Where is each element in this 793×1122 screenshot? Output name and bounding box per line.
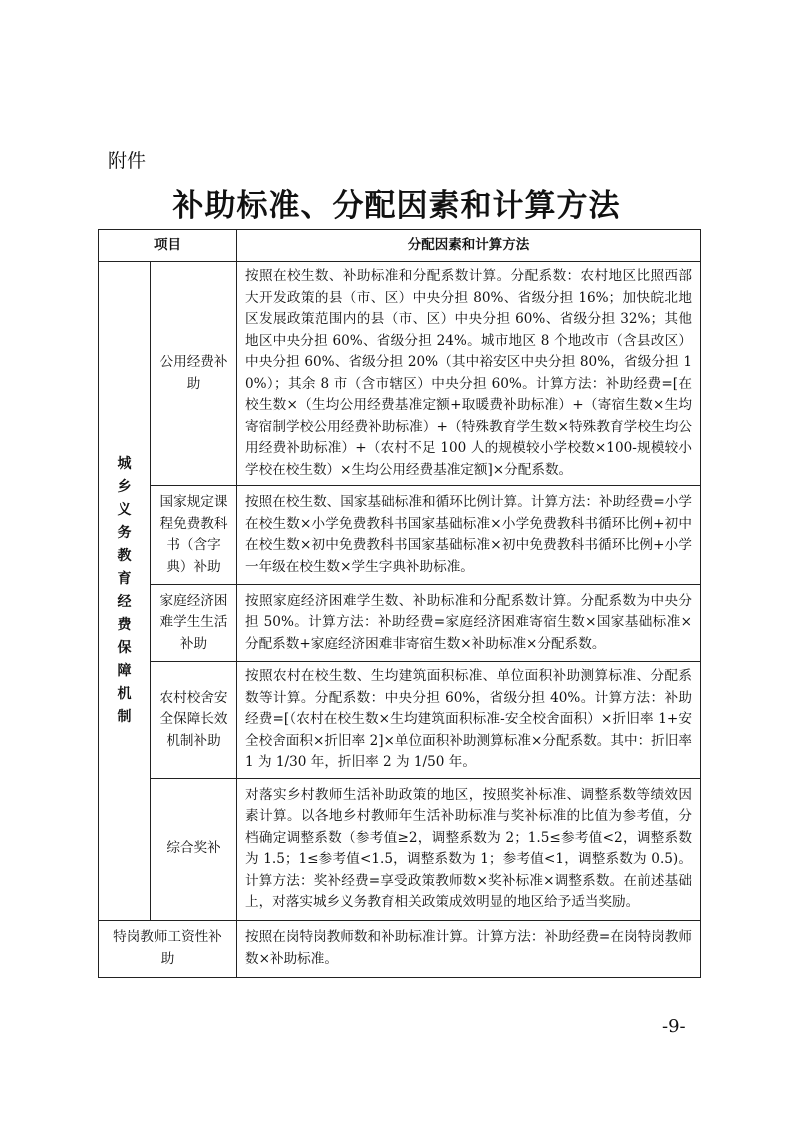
table-row — [99, 486, 701, 585]
category-label: 城乡义务教育经费保障机制 — [117, 455, 132, 725]
table-row — [99, 778, 701, 920]
method-cell: 对落实乡村教师生活补助政策的地区，按照奖补标准、调整系数等绩效因素计算。以各地乡村教师年生活补助标准与奖补标准的比值为参考值，分档确定调整系数（参考值≥2，调整系数为 2；1.5≤参考值<2，调整系数为 1.5；1≤参考值<1.5，调整系数为 1；参考值<1，调整系数为 0.5)。计算方法：奖补经费=享受政策教师数×奖补标准×调整系数。在前述基础上，对落实城乡义务教育相关政策成效明显的地区给予适当奖励。 — [237, 778, 701, 920]
header-item: 项目 — [99, 230, 237, 262]
method-cell: 按照在校生数、补助标准和分配系数计算。分配系数：农村地区比照西部大开发政策的县（市、区）中央分担 80%、省级分担 16%；加快皖北地区发展政策范围内的县（市、区）中央分担 60%、省级分担 32%；其他地区中央分担 60%、省级分担 24%。城市地区 8 个地改市（含县改区）中央分担 60%、省级分担 20%（其中裕安区中央分担 80%，省级分担 10%）；其余 8 市（含市辖区）中央分担 60%。计算方法：补助经费=[在校生数×（生均公用经费基准定额+取暖费补助标准）+（寄宿生数×生均寄宿制学校公用经费补助标准）+（特殊教育学生数×特殊教育学校生均公用经费补助标准）+（农村不足 100 人的规模较小学校数×100-规模较小学校在校生数）×生均公用经费基准定额]×分配系数。 — [237, 262, 701, 486]
item-cell: 特岗教师工资性补助 — [99, 920, 237, 977]
item-cell: 综合奖补 — [151, 778, 237, 920]
allocation-table — [98, 229, 701, 978]
table-row — [99, 262, 701, 486]
document-title: 补助标准、分配因素和计算方法 — [172, 188, 621, 224]
method-cell: 按照在校生数、国家基础标准和循环比例计算。计算方法：补助经费=小学在校生数×小学免费教科书国家基础标准×小学免费教科书循环比例+初中在校生数×初中免费教科书国家基础标准×初中免费教科书循环比例+小学一年级在校生数×学生字典补助标准。 — [237, 486, 701, 585]
table-row — [99, 662, 701, 779]
method-cell: 按照在岗特岗教师数和补助标准计算。计算方法：补助经费=在岗特岗教师数×补助标准。 — [237, 920, 701, 977]
attachment-label: 附件 — [108, 150, 147, 172]
table-row — [99, 920, 701, 977]
item-cell: 公用经费补助 — [151, 262, 237, 486]
item-cell: 农村校舍安全保障长效机制补助 — [151, 662, 237, 779]
item-cell: 国家规定课程免费教科书（含字典）补助 — [151, 486, 237, 585]
page-number: -9- — [662, 1016, 686, 1037]
method-cell: 按照家庭经济困难学生数、补助标准和分配系数计算。分配系数为中央分担 50%。计算方法：补助经费=家庭经济困难寄宿生数×国家基础标准×分配系数+家庭经济困难非寄宿生数×补助标准×分配系数。 — [237, 585, 701, 662]
table-header-row — [99, 230, 701, 262]
table-row — [99, 585, 701, 662]
method-cell: 按照农村在校生数、生均建筑面积标准、单位面积补助测算标准、分配系数等计算。分配系数：中央分担 60%，省级分担 40%。计算方法：补助经费=[（农村在校生数×生均建筑面积标准-安全校舍面积）×折旧率 1+安全校舍面积×折旧率 2]×单位面积补助测算标准×分配系数。其中：折旧率 1 为 1/30 年，折旧率 2 为 1/50 年。 — [237, 662, 701, 779]
item-cell: 家庭经济困难学生生活补助 — [151, 585, 237, 662]
category-cell — [99, 262, 151, 921]
header-method: 分配因素和计算方法 — [237, 230, 701, 262]
